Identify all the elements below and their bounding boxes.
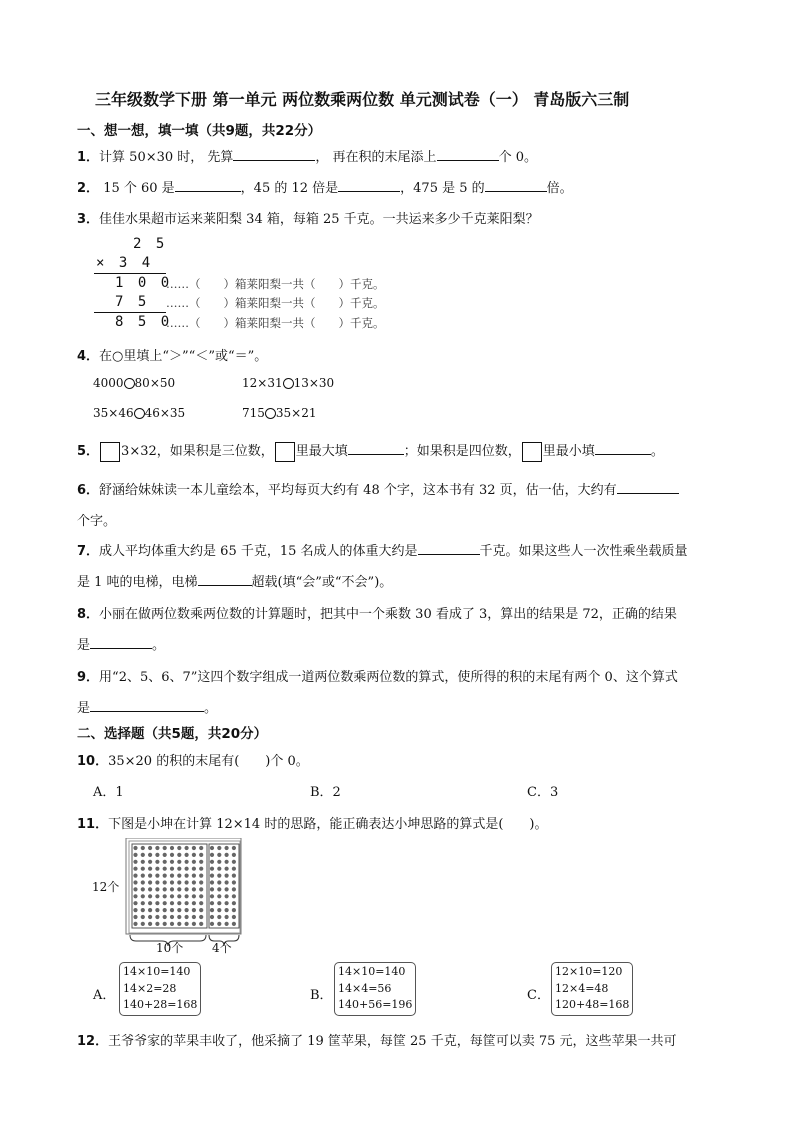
grid-dot	[133, 853, 137, 857]
grid-dot	[192, 874, 196, 878]
grid-dot	[163, 922, 167, 926]
grid-dot	[177, 915, 181, 919]
grid-dot	[210, 922, 214, 926]
question-text: 里最小填	[542, 444, 595, 459]
expr-left: 12×31	[242, 376, 283, 390]
option-b[interactable]: B．	[310, 988, 333, 1003]
grid-dot	[217, 853, 221, 857]
question-text: ，45 的 12 倍是	[240, 181, 339, 196]
grid-dot	[192, 860, 196, 864]
grid-dot	[141, 922, 145, 926]
grid-dot	[170, 880, 174, 884]
question-text: 是 1 吨的电梯，电梯	[77, 575, 198, 590]
question-number: 9．	[77, 670, 100, 685]
section-heading-choice: 二、选择题（共5题，共20分）	[77, 726, 268, 742]
grid-dot	[217, 887, 221, 891]
digit-box[interactable]	[100, 442, 120, 462]
grid-dot	[163, 846, 167, 850]
grid-dot	[225, 922, 229, 926]
grid-dot	[163, 901, 167, 905]
grid-dot	[163, 880, 167, 884]
option-c-box[interactable]	[551, 962, 633, 1016]
grid-dot	[225, 915, 229, 919]
grid-dot	[148, 880, 152, 884]
grid-dot	[225, 860, 229, 864]
grid-dot	[133, 901, 137, 905]
answer-blank[interactable]	[418, 542, 480, 555]
grid-dot	[170, 915, 174, 919]
equation: 140+56=196	[338, 998, 413, 1011]
grid-dot	[148, 887, 152, 891]
question-4	[77, 345, 267, 364]
grid-dot	[185, 867, 189, 871]
question-7-cont	[77, 571, 392, 590]
compare-circle[interactable]	[265, 408, 276, 419]
question-text: 里最大填	[295, 444, 348, 459]
question-text: 倍。	[546, 181, 573, 196]
question-text: 计算 50×30 时， 先算	[99, 150, 234, 165]
grid-dot	[225, 880, 229, 884]
grid-dot	[192, 853, 196, 857]
grid-dot	[163, 867, 167, 871]
grid-dot	[170, 853, 174, 857]
grid-dot	[217, 894, 221, 898]
option-a[interactable]: A．1	[93, 785, 124, 800]
question-9-cont	[77, 697, 217, 716]
equation: 120+48=168	[555, 998, 630, 1011]
partial-product-1: 1 0 0	[115, 275, 173, 291]
grid-dot	[141, 846, 145, 850]
grid-dot	[185, 901, 189, 905]
grid-dot	[192, 915, 196, 919]
grid-dot	[155, 894, 159, 898]
grid-dot	[225, 894, 229, 898]
section-heading-fill-in: 一、想一想，填一填（共9题，共22分）	[77, 123, 322, 139]
grid-dot	[170, 860, 174, 864]
grid-dot	[210, 846, 214, 850]
compare-1	[93, 376, 175, 390]
grid-dot	[232, 880, 236, 884]
grid-dot	[232, 915, 236, 919]
answer-blank[interactable]	[595, 442, 651, 455]
question-text: 舒涵给妹妹读一本儿童绘本，平均每页大约有 48 个字，这本书有 32 页，估一估，大约有	[99, 483, 617, 498]
grid-dot	[177, 867, 181, 871]
grid-dot	[155, 908, 159, 912]
grid-dot	[141, 860, 145, 864]
question-number: 10．	[77, 754, 109, 769]
grid-dot	[225, 867, 229, 871]
answer-blank[interactable]	[175, 179, 241, 192]
equation: 14×10=140	[338, 965, 406, 978]
grid-dot	[217, 880, 221, 884]
grid-dot	[133, 887, 137, 891]
grid-dot	[155, 901, 159, 905]
question-text: 成人平均体重大约是 65 千克，15 名成人的体重大约是	[99, 544, 418, 559]
grid-dot	[232, 874, 236, 878]
grid-dot	[210, 874, 214, 878]
question-11	[77, 813, 547, 832]
answer-blank[interactable]	[233, 148, 315, 161]
grid-dot	[155, 853, 159, 857]
question-text: 。	[204, 701, 218, 716]
grid-dot	[225, 853, 229, 857]
grid-dot	[133, 880, 137, 884]
answer-blank[interactable]	[338, 179, 400, 192]
expr-left: 35×46	[93, 406, 134, 420]
question-text: 15 个 60 是	[103, 181, 175, 196]
compare-circle[interactable]	[124, 378, 135, 389]
grid-dot	[170, 887, 174, 891]
grid-dot	[199, 922, 203, 926]
question-text: ，475 是 5 的	[400, 181, 485, 196]
grid-dot	[185, 908, 189, 912]
grid-dot	[232, 894, 236, 898]
grid-dot	[210, 915, 214, 919]
grid-dot	[210, 901, 214, 905]
grid-dot	[210, 880, 214, 884]
grid-dot	[225, 908, 229, 912]
question-number: 7．	[77, 544, 100, 559]
grid-dot	[170, 894, 174, 898]
question-text: 千克。如果这些人一次性乘坐载质量	[479, 544, 688, 559]
grid-dot	[155, 887, 159, 891]
question-5	[77, 440, 664, 462]
question-number: 11．	[77, 817, 109, 832]
grid-dot	[148, 853, 152, 857]
grid-dot	[177, 887, 181, 891]
grid-dot	[148, 922, 152, 926]
grid-dot	[210, 853, 214, 857]
grid-dot	[148, 860, 152, 864]
expr-right: 46×35	[144, 406, 186, 420]
question-text: 王爷爷家的苹果丰收了，他采摘了 19 筐苹果，每筐 25 千克，每筐可以卖 75 元，这些苹果一共可	[108, 1034, 677, 1049]
grid-dot	[155, 915, 159, 919]
question-1	[77, 146, 537, 165]
compare-circle[interactable]	[134, 408, 145, 419]
question-number: 8．	[77, 607, 100, 622]
grid-dot	[217, 874, 221, 878]
grid-dot	[141, 915, 145, 919]
grid-dot	[141, 894, 145, 898]
question-7	[77, 540, 688, 559]
grid-dot	[185, 894, 189, 898]
page-title: 三年级数学下册 第一单元 两位数乘两位数 单元测试卷（一） 青岛版六三制	[95, 90, 630, 109]
grid-dot	[199, 874, 203, 878]
grid-dot	[133, 846, 137, 850]
compare-3	[93, 406, 185, 420]
grid-dot	[155, 860, 159, 864]
grid-dot	[170, 922, 174, 926]
calc-line	[94, 273, 166, 274]
grid-dot	[155, 867, 159, 871]
question-2	[77, 177, 573, 196]
question-number: 3．	[77, 212, 100, 227]
question-number: 6．	[77, 483, 100, 498]
multiplier: × 3 4	[96, 255, 154, 271]
question-6	[77, 479, 679, 498]
question-number: 5．	[77, 444, 100, 459]
grid-dot	[185, 922, 189, 926]
grid-dot	[155, 874, 159, 878]
grid-dot	[155, 922, 159, 926]
equation: 140+28=168	[123, 998, 198, 1011]
question-text: 个 0。	[498, 150, 537, 165]
question-text: ；如果积是四位数，	[403, 444, 521, 459]
grid-dot	[141, 874, 145, 878]
partial-product-2: 7 5	[115, 294, 150, 310]
grid-dot	[185, 846, 189, 850]
answer-blank[interactable]	[485, 179, 547, 192]
calc-note: ……（ ）箱莱阳梨一共（ ）千克。	[166, 296, 385, 310]
grid-dot	[232, 853, 236, 857]
grid-dot	[133, 922, 137, 926]
grid-dot	[199, 887, 203, 891]
grid-dot	[199, 860, 203, 864]
grid-dot	[185, 887, 189, 891]
grid-dot	[155, 880, 159, 884]
expr-right: 13×30	[293, 376, 335, 390]
calc-note: ……（ ）箱莱阳梨一共（ ）千克。	[166, 277, 385, 291]
grid-dot	[185, 880, 189, 884]
grid-dot	[232, 887, 236, 891]
question-number: 12．	[77, 1034, 109, 1049]
grid-dot	[163, 894, 167, 898]
grid-dot	[185, 853, 189, 857]
grid-dot	[199, 908, 203, 912]
grid-dot	[232, 908, 236, 912]
grid-dot	[133, 867, 137, 871]
grid-dot	[232, 922, 236, 926]
expr-left: 4000	[93, 376, 124, 390]
grid-dot	[217, 846, 221, 850]
expr-right: 80×50	[134, 376, 176, 390]
grid-dot	[192, 846, 196, 850]
option-c[interactable]: C．	[527, 988, 550, 1003]
grid-dot	[177, 853, 181, 857]
answer-blank[interactable]	[437, 148, 499, 161]
grid-dot	[232, 860, 236, 864]
digit-box[interactable]	[522, 442, 542, 462]
grid-dot	[192, 887, 196, 891]
grid-dot	[217, 860, 221, 864]
grid-dot	[177, 880, 181, 884]
calc-line	[94, 312, 166, 313]
compare-2	[242, 376, 334, 390]
question-text: ， 再在积的末尾添上	[315, 150, 437, 165]
compare-4	[242, 406, 317, 420]
grid-dot	[217, 922, 221, 926]
question-12	[77, 1030, 677, 1049]
expr-right: 35×21	[275, 406, 317, 420]
grid-dot	[232, 846, 236, 850]
grid-dot	[141, 853, 145, 857]
grid-dot	[177, 860, 181, 864]
grid-dot	[177, 874, 181, 878]
question-text: 佳佳水果超市运来莱阳梨 34 箱，每箱 25 千克。一共运来多少千克莱阳梨？	[99, 212, 539, 227]
question-9	[77, 666, 678, 685]
grid-dot	[163, 874, 167, 878]
question-number: 1．	[77, 150, 100, 165]
grid-dot	[192, 922, 196, 926]
grid-dot	[177, 922, 181, 926]
question-number: 4．	[77, 349, 100, 364]
grid-dot	[225, 874, 229, 878]
grid-dot	[199, 880, 203, 884]
label-10: 10个	[156, 941, 184, 955]
grid-dot	[133, 908, 137, 912]
option-b-box[interactable]	[334, 962, 416, 1016]
option-c[interactable]: C．3	[527, 785, 559, 800]
question-8-cont	[77, 634, 165, 653]
grid-dot	[192, 901, 196, 905]
question-text: 小丽在做两位数乘两位数的计算题时，把其中一个乘数 30 看成了 3，算出的结果是 72，正确的结果	[99, 607, 677, 622]
question-text: 超载(填“会”或“不会”)。	[251, 575, 393, 590]
grid-dot	[199, 901, 203, 905]
grid-dot	[148, 901, 152, 905]
question-text: 35×20 的积的末尾有( )个 0。	[108, 754, 309, 769]
grid-dot	[199, 915, 203, 919]
grid-dot	[210, 867, 214, 871]
product: 8 5 0	[115, 314, 173, 330]
answer-blank[interactable]	[617, 481, 679, 494]
grid-dot	[148, 867, 152, 871]
question-text: 用“2、5、6、7”这四个数字组成一道两位数乘两位数的算式，使所得的积的末尾有两个 0、这个算式	[99, 670, 678, 685]
question-text: 在○里填上“＞”“＜”或“＝”。	[99, 349, 268, 364]
grid-dot	[170, 908, 174, 912]
grid-dot	[133, 860, 137, 864]
question-number: 2．	[77, 181, 100, 196]
question-text: 3×32，如果积是三位数，	[121, 444, 274, 459]
question-text: 是	[77, 638, 91, 653]
question-text: 。	[650, 444, 664, 459]
grid-dot	[192, 880, 196, 884]
grid-dot	[141, 880, 145, 884]
equation: 12×10=120	[555, 965, 623, 978]
grid-dot	[170, 901, 174, 905]
grid-dot	[177, 894, 181, 898]
expr-left: 715	[242, 406, 265, 420]
grid-dot	[199, 846, 203, 850]
grid-dot	[225, 901, 229, 905]
grid-dot	[170, 867, 174, 871]
grid-dot	[148, 846, 152, 850]
question-10	[77, 750, 309, 769]
grid-dot	[199, 853, 203, 857]
equation: 14×4=56	[338, 981, 392, 995]
grid-dot	[192, 867, 196, 871]
question-8	[77, 603, 677, 622]
grid-dot	[199, 894, 203, 898]
grid-dot	[133, 874, 137, 878]
grid-dot	[225, 887, 229, 891]
grid-dot	[217, 867, 221, 871]
grid-dot	[210, 908, 214, 912]
multiplicand: 2 5	[133, 236, 168, 252]
grid-dot	[177, 846, 181, 850]
grid-dot	[163, 853, 167, 857]
grid-dot	[210, 887, 214, 891]
grid-dot	[163, 915, 167, 919]
grid-dot	[217, 901, 221, 905]
grid-dot	[163, 908, 167, 912]
grid-dot	[232, 901, 236, 905]
equation: 14×2=28	[123, 981, 177, 995]
grid-dot	[133, 894, 137, 898]
grid-dot	[148, 908, 152, 912]
compare-circle[interactable]	[283, 378, 294, 389]
option-b[interactable]: B．2	[310, 785, 341, 800]
grid-dot	[133, 915, 137, 919]
grid-dot	[217, 915, 221, 919]
answer-blank[interactable]	[348, 442, 404, 455]
question-3	[77, 208, 539, 227]
grid-dot	[155, 846, 159, 850]
grid-dot	[141, 908, 145, 912]
answer-blank[interactable]	[90, 636, 152, 649]
grid-dot	[210, 894, 214, 898]
label-4: 4个	[212, 941, 232, 955]
answer-blank[interactable]	[198, 573, 252, 586]
answer-blank[interactable]	[90, 699, 204, 712]
question-text: 是	[77, 701, 91, 716]
grid-dot	[192, 894, 196, 898]
grid-dot	[163, 887, 167, 891]
equation: 12×4=48	[555, 981, 609, 995]
grid-dot	[232, 867, 236, 871]
grid-dot	[217, 908, 221, 912]
grid-dot	[163, 860, 167, 864]
option-a-box[interactable]	[119, 962, 201, 1016]
dot-grid	[122, 838, 244, 950]
grid-dot	[185, 915, 189, 919]
digit-box[interactable]	[275, 442, 295, 462]
grid-dot	[185, 874, 189, 878]
option-a[interactable]: A．	[93, 988, 116, 1003]
grid-dot	[141, 901, 145, 905]
grid-dot	[148, 894, 152, 898]
question-text: 下图是小坤在计算 12×14 时的思路，能正确表达小坤思路的算式是( )。	[108, 817, 548, 832]
equation: 14×10=140	[123, 965, 191, 978]
grid-dot	[141, 887, 145, 891]
grid-dot	[210, 860, 214, 864]
grid-dot	[225, 846, 229, 850]
question-6-cont: 个字。	[77, 514, 117, 529]
grid-dot	[199, 867, 203, 871]
grid-dot	[170, 846, 174, 850]
grid-dot	[148, 874, 152, 878]
grid-dot	[192, 908, 196, 912]
row-count-label: 12个	[92, 880, 120, 894]
calc-note: ……（ ）箱莱阳梨一共（ ）千克。	[166, 316, 385, 330]
question-text: 。	[152, 638, 166, 653]
grid-dot	[177, 901, 181, 905]
grid-dot	[177, 908, 181, 912]
grid-dot	[141, 867, 145, 871]
grid-dot	[185, 860, 189, 864]
grid-dot	[148, 915, 152, 919]
grid-dot	[170, 874, 174, 878]
